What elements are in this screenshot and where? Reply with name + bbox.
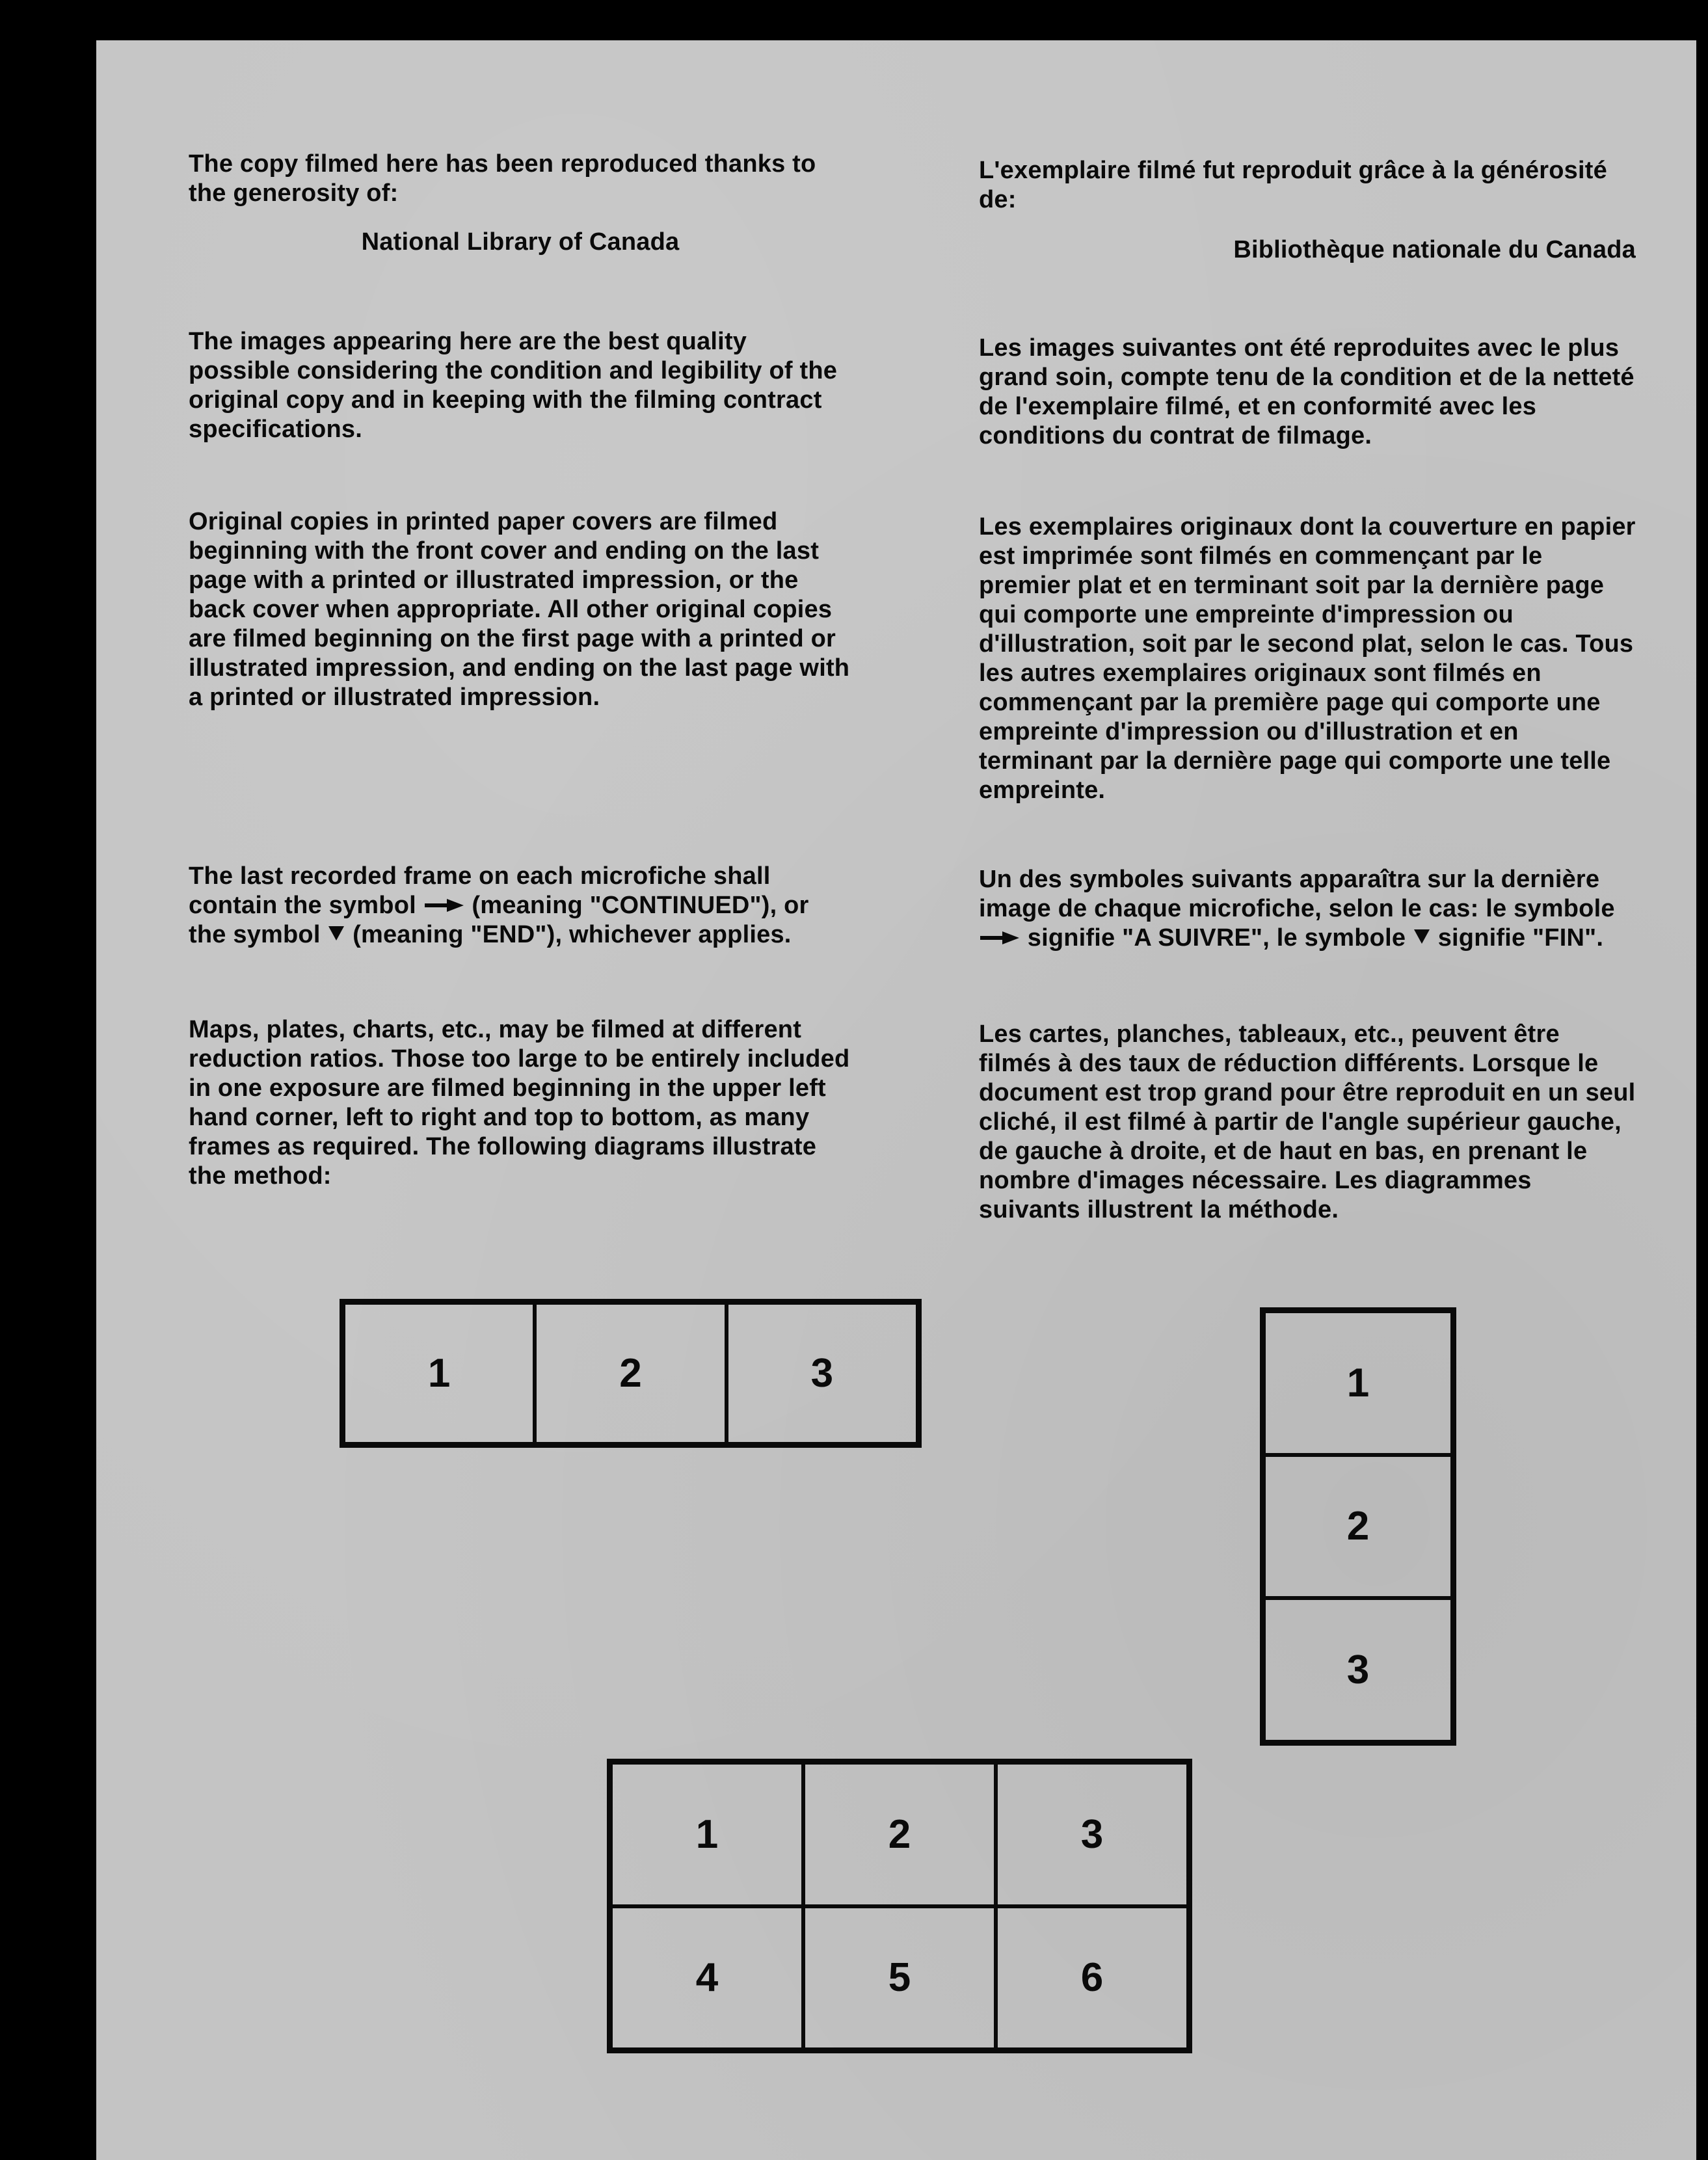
quality-en: [189, 327, 852, 444]
maps-en-text: Maps, plates, charts, etc., may be filmed at different reduction ratios. Those too large to be entirely included in one exposure are filmed beginning in the upper left hand corner, left to right and top to bottom, as many frames as required. The following diagrams illustrate the method:: [189, 1016, 850, 1190]
column-frame-3: 3: [1264, 1598, 1452, 1742]
grid-frame-3: 3: [996, 1763, 1188, 1906]
grid-frame-2: 2: [803, 1763, 996, 1906]
institution-en-text: National Library of Canada: [361, 228, 680, 256]
maps-fr: [979, 1020, 1636, 1225]
institution-fr-text: Bibliothèque nationale du Canada: [1233, 236, 1636, 263]
symbols-fr: [979, 865, 1636, 953]
triangle-down-icon: [327, 920, 345, 950]
grid-diagram: [607, 1759, 1192, 2053]
symbols-en-c: (meaning "END"), whichever applies.: [345, 921, 792, 948]
grid-frame-5: 5: [803, 1906, 996, 2050]
thanks-fr: [979, 156, 1636, 215]
arrow-right-icon: [979, 924, 1021, 953]
thanks-en: [189, 150, 852, 208]
symbols-fr-c: signifie "FIN".: [1430, 924, 1604, 952]
symbols-en-b: (meaning "CONTINUED"), or the symbol: [189, 892, 809, 948]
arrow-right-icon: [423, 891, 465, 920]
grid-frame-1: 1: [611, 1763, 803, 1906]
maps-fr-text: Les cartes, planches, tableaux, etc., peuvent être filmés à des taux de réduction différents. Lorsque le document est trop grand pour être reproduit en un seul cliché, il est filmé à partir de l'angle supérieur gauche, de gauche à droite, et de haut en bas, en prenant le nombre d'images nécessaire. Les diagrammes suivants illustrent la méthode.: [979, 1020, 1636, 1223]
symbols-fr-b: signifie "A SUIVRE", le symbole: [1021, 924, 1413, 952]
covers-en-text: Original copies in printed paper covers are filmed beginning with the front cover and ending on the last page with a printed or illustrated impression, or the back cover when appropriate. All other original copies are filmed beginning on the first page with a printed or illustrated impression, and ending on the last page with a printed or illustrated impression.: [189, 508, 850, 711]
grid-frame-4: 4: [611, 1906, 803, 2050]
symbols-fr-a: Un des symboles suivants apparaîtra sur la dernière image de chaque microfiche, selon le cas: le symbole: [979, 866, 1615, 922]
triangle-down-icon: [1413, 924, 1431, 953]
column-frame-1: 1: [1264, 1311, 1452, 1455]
thanks-fr-text: L'exemplaire filmé fut reproduit grâce à la générosité de:: [979, 157, 1607, 213]
column-frame-2: 2: [1264, 1455, 1452, 1599]
grid-frame-6: 6: [996, 1906, 1188, 2050]
row-frame-2: 2: [535, 1303, 726, 1444]
symbols-en-a: The last recorded frame on each microfiche shall contain the symbol: [189, 862, 771, 919]
covers-en: [189, 507, 852, 712]
maps-en: [189, 1015, 852, 1191]
institution-fr: [979, 235, 1636, 265]
symbols-fr-text: [979, 865, 1636, 953]
symbols-en: [189, 862, 852, 950]
covers-fr-text: Les exemplaires originaux dont la couverture en papier est imprimée sont filmés en commençant par le premier plat et en terminant soit par la dernière page qui comporte une empreinte d'impression ou d'illustration, soit par le second plat, selon le cas. Tous les autres exemplaires originaux sont filmés en commençant par la première page qui comporte une empreinte d'impression ou d'illustration et en terminant par la dernière page qui comporte une telle empreinte.: [979, 513, 1636, 804]
row-diagram: [340, 1299, 922, 1448]
quality-fr: [979, 334, 1636, 451]
row-frame-1: 1: [343, 1303, 535, 1444]
covers-fr: [979, 513, 1636, 805]
symbols-en-text: [189, 862, 852, 950]
quality-en-text: The images appearing here are the best quality possible considering the condition and legibility of the original copy and in keeping with the filming contract specifications.: [189, 328, 838, 443]
thanks-en-text: The copy filmed here has been reproduced thanks to the generosity of:: [189, 150, 816, 207]
column-diagram: [1260, 1307, 1456, 1746]
row-frame-3: 3: [727, 1303, 918, 1444]
institution-en: [189, 228, 852, 257]
quality-fr-text: Les images suivantes ont été reproduites avec le plus grand soin, compte tenu de la condition et de la netteté de l'exemplaire filmé, et en conformité avec les conditions du contrat de filmage.: [979, 334, 1635, 449]
